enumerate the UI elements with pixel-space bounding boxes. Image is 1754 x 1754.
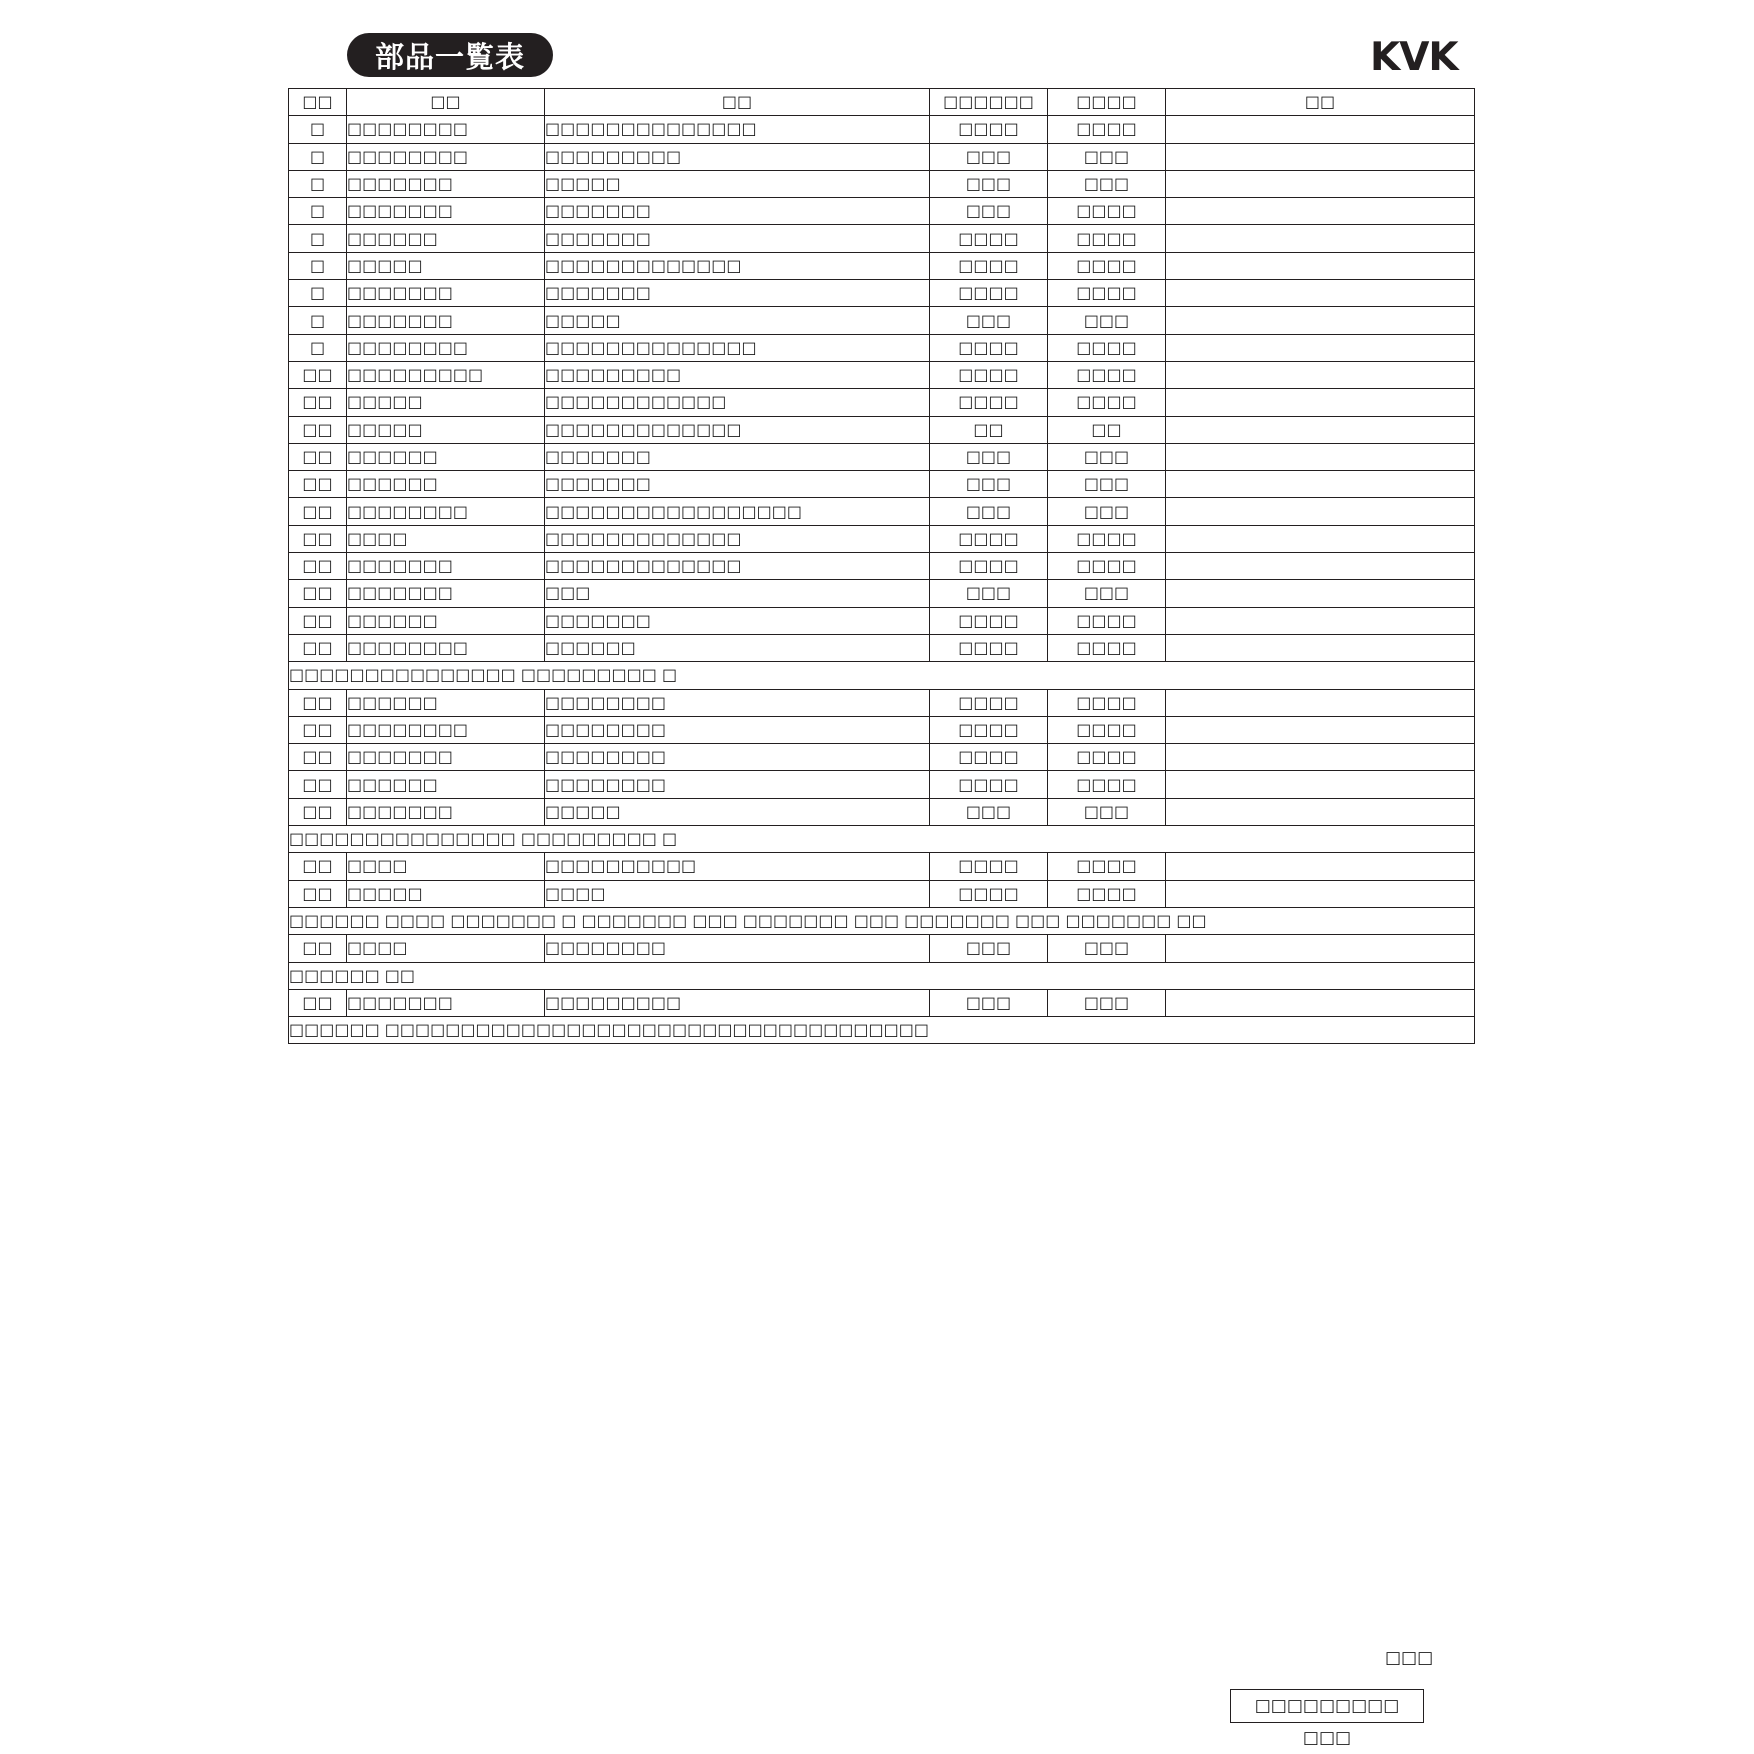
part-name: □□□□□□□□□□□□□□ [545,116,930,143]
price: □□□□ [1048,634,1166,661]
price: □□□□ [1048,716,1166,743]
item-number: □ [289,307,347,334]
part-code: □□□□□□□□ [347,116,545,143]
part-code: □□□□ [347,853,545,880]
part-name: □□□□□□□□□□□□□ [545,252,930,279]
quantity: □□□□ [930,389,1048,416]
item-number: □□ [289,634,347,661]
price: □□□□ [1048,880,1166,907]
table-row [289,307,1475,334]
quantity: □□□□ [930,771,1048,798]
section-row [289,907,1475,934]
item-number: □□ [289,580,347,607]
part-name: □□□□□□□ [545,443,930,470]
remarks [1166,252,1475,279]
part-name: □□□□□□□□□□□□□ [545,553,930,580]
quantity: □□□□ [930,716,1048,743]
item-number: □□ [289,553,347,580]
price: □□□□ [1048,771,1166,798]
quantity: □□□ [930,443,1048,470]
remarks [1166,334,1475,361]
part-name: □□□□□□□ [545,198,930,225]
part-name: □□□□□□□□ [545,716,930,743]
part-code: □□□□□□□ [347,280,545,307]
part-code: □□□□□□□ [347,744,545,771]
item-number: □□ [289,471,347,498]
quantity: □□□ [930,143,1048,170]
part-name: □□□□□□□□□□□□□ [545,416,930,443]
remarks [1166,525,1475,552]
item-number: □ [289,334,347,361]
item-number: □ [289,280,347,307]
part-code: □□□□□□□ [347,798,545,825]
table-row [289,744,1475,771]
section-row [289,662,1475,689]
remarks [1166,798,1475,825]
price: □□□□ [1048,744,1166,771]
price: □□□ [1048,443,1166,470]
part-name: □□□□ [545,880,930,907]
quantity: □□□□ [930,280,1048,307]
part-name: □□□□□□□ [545,280,930,307]
remarks [1166,853,1475,880]
section-note: □□□□□□ □□ [289,962,1475,989]
item-number: □□ [289,361,347,388]
quantity: □□□ [930,798,1048,825]
item-number: □□ [289,525,347,552]
price: □□□□ [1048,853,1166,880]
quantity: □□□□ [930,744,1048,771]
item-number: □□ [289,416,347,443]
price: □□□□ [1048,553,1166,580]
part-code: □□□□□□□ [347,170,545,197]
price: □□□□ [1048,525,1166,552]
remarks [1166,443,1475,470]
table-row [289,607,1475,634]
table-row [289,689,1475,716]
parts-table-body [289,116,1475,1044]
part-name: □□□□□ [545,307,930,334]
remarks [1166,416,1475,443]
price: □□□ [1048,580,1166,607]
remarks [1166,689,1475,716]
table-row [289,225,1475,252]
part-code: □□□□□□□□ [347,334,545,361]
part-code: □□□□□□□ [347,307,545,334]
section-row [289,1017,1475,1044]
remarks [1166,280,1475,307]
quantity: □□ [930,416,1048,443]
remarks [1166,170,1475,197]
price: □□□ [1048,307,1166,334]
item-number: □□ [289,771,347,798]
item-number: □ [289,143,347,170]
item-number: □□ [289,853,347,880]
table-row [289,361,1475,388]
part-code: □□□□□□□□ [347,716,545,743]
part-code: □□□□□□□□ [347,634,545,661]
table-row [289,389,1475,416]
table-row [289,116,1475,143]
table-row [289,471,1475,498]
table-row [289,443,1475,470]
part-code: □□□□ [347,935,545,962]
price: □□□ [1048,143,1166,170]
quantity: □□□□ [930,225,1048,252]
part-name: □□□□□□ [545,634,930,661]
remarks [1166,361,1475,388]
part-code: □□□□□□ [347,443,545,470]
part-name: □□□□□ [545,798,930,825]
price: □□□ [1048,989,1166,1016]
part-code: □□□□□□□ [347,989,545,1016]
part-name: □□□□□□□□ [545,744,930,771]
table-row [289,880,1475,907]
part-code: □□□□□□ [347,607,545,634]
part-code: □□□□□□□□□ [347,361,545,388]
quantity: □□□□ [930,361,1048,388]
price: □□□ [1048,498,1166,525]
remarks [1166,634,1475,661]
table-row [289,580,1475,607]
quantity: □□□ [930,498,1048,525]
part-name: □□□□□□□ [545,607,930,634]
section-note: □□□□□□ □□□□□□□□□□□□□□□□□□□□□□□□□□□□□□□□□□□□ [289,1017,1475,1044]
quantity: □□□ [930,170,1048,197]
quantity: □□□□ [930,853,1048,880]
part-name: □□□□□□□□□□ [545,853,930,880]
section-note: □□□□□□□□□□□□□□□ □□□□□□□□□ □ [289,826,1475,853]
price: □□□□ [1048,361,1166,388]
price: □□□□ [1048,689,1166,716]
section-note: □□□□□□□□□□□□□□□ □□□□□□□□□ □ [289,662,1475,689]
item-number: □□ [289,498,347,525]
part-name: □□□□□□□□□□□□□ [545,525,930,552]
part-code: □□□□□ [347,416,545,443]
quantity: □□□□ [930,116,1048,143]
part-code: □□□□□□□ [347,198,545,225]
part-name: □□□□□□□□ [545,689,930,716]
price: □□□□ [1048,116,1166,143]
quantity: □□□□ [930,525,1048,552]
quantity: □□□ [930,198,1048,225]
column-header: □□ [1166,89,1475,116]
item-number: □□ [289,443,347,470]
table-row [289,716,1475,743]
part-name: □□□□□ [545,170,930,197]
remarks [1166,307,1475,334]
part-code: □□□□□ [347,389,545,416]
item-number: □□ [289,689,347,716]
part-name: □□□□□□□□□ [545,989,930,1016]
price: □□□□ [1048,252,1166,279]
item-number: □ [289,116,347,143]
quantity: □□□□ [930,252,1048,279]
remarks [1166,143,1475,170]
part-name: □□□□□□□□□□□□ [545,389,930,416]
part-code: □□□□□□ [347,471,545,498]
item-number: □□ [289,744,347,771]
remarks [1166,225,1475,252]
quantity: □□□ [930,307,1048,334]
part-code: □□□□ [347,525,545,552]
price: □□□□ [1048,225,1166,252]
quantity: □□□□ [930,880,1048,907]
quantity: □□□ [930,471,1048,498]
price: □□□□ [1048,280,1166,307]
part-name: □□□□□□□□□□□□□□□□□ [545,498,930,525]
remarks [1166,116,1475,143]
page-title: 部品一覧表 [347,33,553,77]
part-name: □□□□□□□□ [545,935,930,962]
section-row [289,962,1475,989]
quantity: □□□ [930,580,1048,607]
table-row [289,634,1475,661]
item-number: □□ [289,935,347,962]
table-row [289,252,1475,279]
table-row [289,771,1475,798]
column-header: □□ [347,89,545,116]
quantity: □□□□ [930,553,1048,580]
item-number: □ [289,252,347,279]
document-code: □□□□□□□□□ □□□ [1230,1689,1424,1723]
table-row [289,498,1475,525]
section-note: □□□□□□ □□□□ □□□□□□□ □ □□□□□□□ □□□ □□□□□□□ □□□ □□□□□□□ □□□ □□□□□□□ □□ [289,907,1475,934]
item-number: □ [289,170,347,197]
remarks [1166,389,1475,416]
part-code: □□□□□□ [347,689,545,716]
parts-table [288,88,1475,1044]
item-number: □ [289,225,347,252]
quantity: □□□ [930,989,1048,1016]
column-header: □□ [545,89,930,116]
quantity: □□□□ [930,689,1048,716]
part-code: □□□□□□ [347,771,545,798]
price: □□□ [1048,798,1166,825]
table-row [289,853,1475,880]
item-number: □□ [289,989,347,1016]
page-number: □□□ [1385,1648,1434,1668]
item-number: □□ [289,607,347,634]
remarks [1166,935,1475,962]
table-row [289,334,1475,361]
table-row [289,280,1475,307]
table-row [289,525,1475,552]
price: □□□□ [1048,607,1166,634]
item-number: □□ [289,389,347,416]
table-header-row [289,89,1475,116]
price: □□□ [1048,935,1166,962]
brand-logo: KVK [1370,35,1458,80]
part-name: □□□□□□□□□ [545,143,930,170]
part-code: □□□□□ [347,252,545,279]
part-name: □□□□□□□□□□□□□□ [545,334,930,361]
part-name: □□□□□□□ [545,471,930,498]
remarks [1166,989,1475,1016]
part-code: □□□□□ [347,880,545,907]
table-row [289,935,1475,962]
remarks [1166,553,1475,580]
column-header: □□ [289,89,347,116]
price: □□□ [1048,170,1166,197]
table-row [289,553,1475,580]
part-name: □□□□□□□□ [545,771,930,798]
remarks [1166,580,1475,607]
part-code: □□□□□□□ [347,580,545,607]
part-code: □□□□□□□□ [347,498,545,525]
item-number: □□ [289,798,347,825]
part-code: □□□□□□□ [347,553,545,580]
part-name: □□□ [545,580,930,607]
quantity: □□□□ [930,607,1048,634]
price: □□ [1048,416,1166,443]
item-number: □ [289,198,347,225]
part-name: □□□□□□□□□ [545,361,930,388]
price: □□□ [1048,471,1166,498]
quantity: □□□ [930,935,1048,962]
item-number: □□ [289,716,347,743]
remarks [1166,498,1475,525]
item-number: □□ [289,880,347,907]
table-row [289,170,1475,197]
price: □□□□ [1048,334,1166,361]
quantity: □□□□ [930,334,1048,361]
remarks [1166,471,1475,498]
part-code: □□□□□□ [347,225,545,252]
remarks [1166,716,1475,743]
table-row [289,798,1475,825]
remarks [1166,198,1475,225]
remarks [1166,744,1475,771]
table-row [289,989,1475,1016]
table-row [289,198,1475,225]
remarks [1166,880,1475,907]
remarks [1166,771,1475,798]
column-header: □□□□ [1048,89,1166,116]
part-name: □□□□□□□ [545,225,930,252]
part-code: □□□□□□□□ [347,143,545,170]
table-row [289,416,1475,443]
remarks [1166,607,1475,634]
column-header: □□□□□□ [930,89,1048,116]
table-row [289,143,1475,170]
price: □□□□ [1048,389,1166,416]
section-row [289,826,1475,853]
price: □□□□ [1048,198,1166,225]
quantity: □□□□ [930,634,1048,661]
